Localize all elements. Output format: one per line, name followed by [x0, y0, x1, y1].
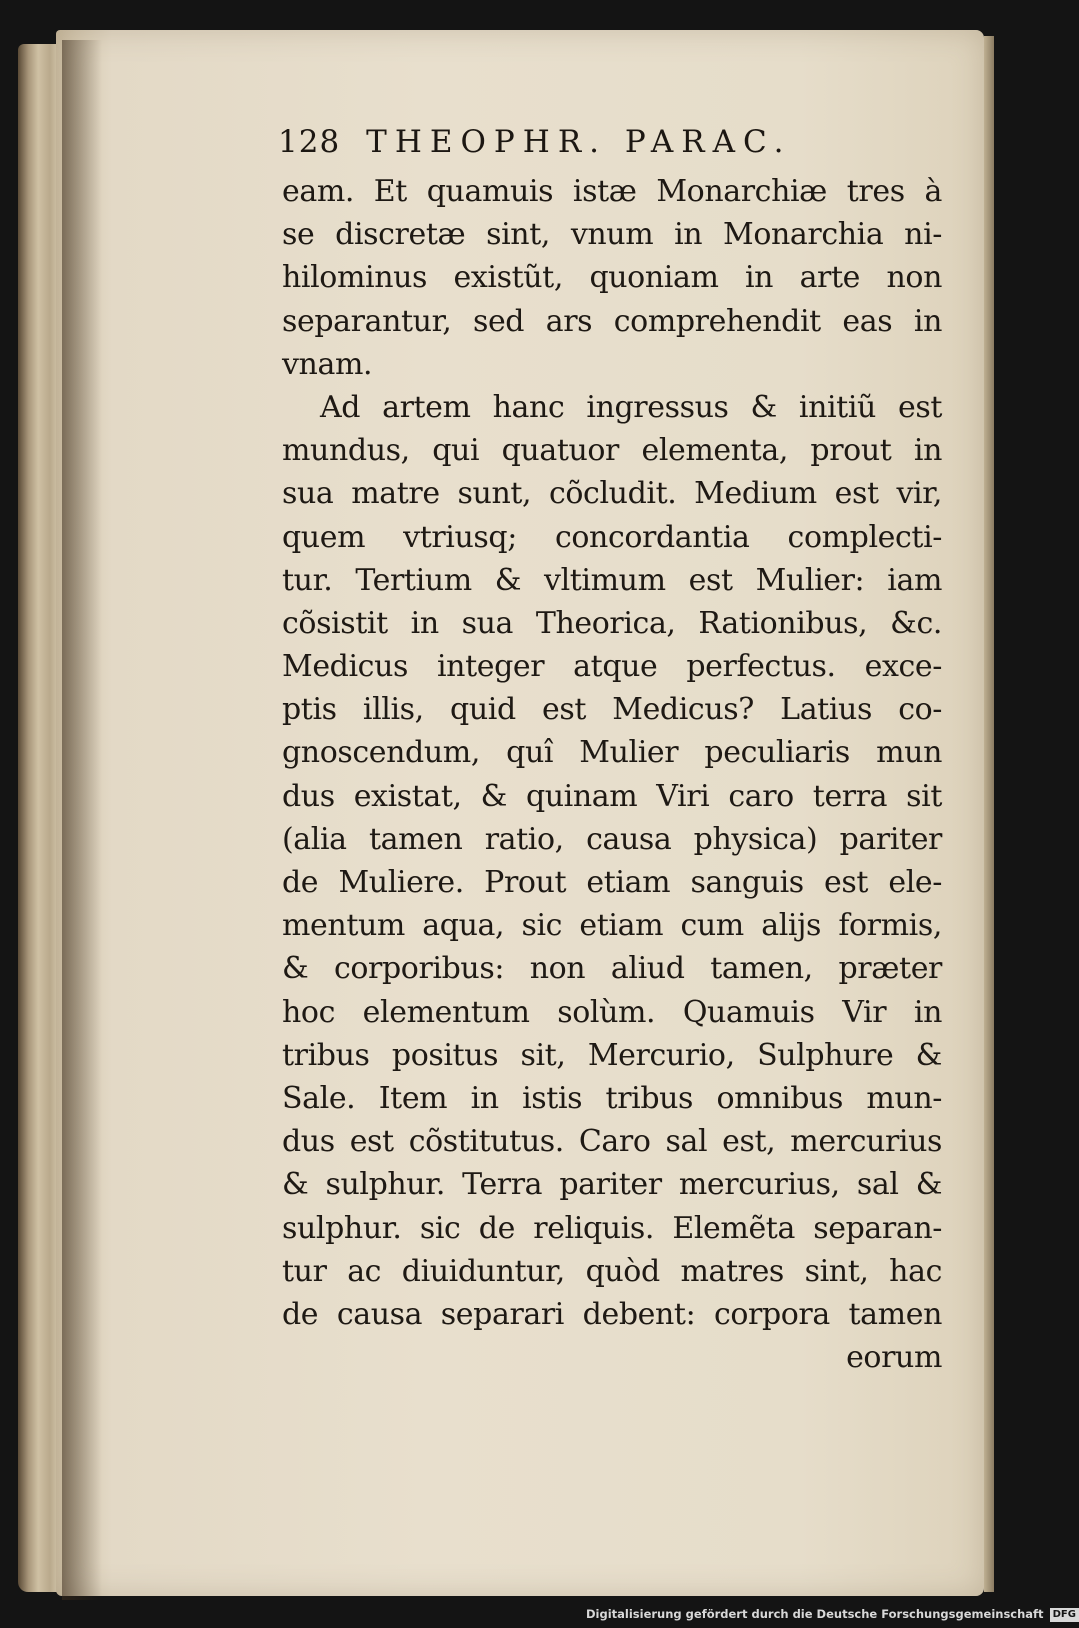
running-head [278, 124, 978, 170]
text-line: mundus, qui quatuor elementa, prout in [282, 433, 942, 469]
text-line: eam. Et quamuis istæ Monarchiæ tres à [282, 174, 942, 209]
text-line: se discretæ sint, vnum in Monarchia ni- [282, 217, 942, 253]
dfg-logo: DFG [1050, 1608, 1079, 1622]
text-line: cõsistit in sua Theorica, Rationibus, &c. [282, 605, 942, 641]
catchword: eorum [846, 1340, 942, 1376]
text-line: de causa separari debent: corpora tamen [282, 1296, 942, 1332]
text-line: ptis illis, quid est Medicus? Latius co- [282, 692, 942, 728]
text-line: tur ac diuiduntur, quòd matres sint, hac [282, 1253, 942, 1289]
text-line: gnoscendum, quî Mulier peculiaris mun [282, 735, 942, 771]
credit-text: Digitalisierung gefördert durch die Deutsche Forschungsgemeinschaft [586, 1607, 1044, 1621]
text-line: (alia tamen ratio, causa physica) pariter [282, 821, 942, 857]
text-line: & corporibus: non aliud tamen, præter [282, 951, 942, 987]
text-line: dus existat, & quinam Viri caro terra sit [282, 778, 942, 814]
text-line: dus est cõstitutus. Caro sal est, mercurius [282, 1124, 942, 1160]
text-line: & sulphur. Terra pariter mercurius, sal & [282, 1167, 942, 1203]
text-line: hoc elementum solùm. Quamuis Vir in [282, 994, 942, 1030]
text-line: sulphur. sic de reliquis. Elemẽta separan- [282, 1210, 942, 1246]
text-line: hilominus existũt, quoniam in arte non [282, 260, 942, 296]
text-line: Sale. Item in istis tribus omnibus mun- [282, 1080, 942, 1116]
spine-shadow [62, 40, 102, 1600]
book-right-edge [984, 36, 994, 1592]
body-text [282, 170, 942, 1376]
digitization-credit [586, 1604, 1076, 1624]
text-line: vnam. [282, 346, 373, 382]
text-line: separantur, sed ars comprehendit eas in [282, 303, 942, 339]
text-line: sua matre sunt, cõcludit. Medium est vir, [282, 476, 942, 512]
text-line: Ad artem hanc ingressus & initiũ est [320, 389, 942, 425]
text-line: tur. Tertium & vltimum est Mulier: iam [282, 562, 942, 598]
page-number: 128 [278, 124, 341, 160]
text-line: quem vtriusq; concordantia complecti- [282, 519, 942, 555]
text-line: mentum aqua, sic etiam cum alijs formis, [282, 908, 942, 944]
text-line: tribus positus sit, Mercurio, Sulphure & [282, 1037, 942, 1073]
text-line: de Muliere. Prout etiam sanguis est ele- [282, 865, 942, 900]
running-head-title: THEOPHR. PARAC. [366, 124, 792, 160]
text-line: Medicus integer atque perfectus. exce- [282, 649, 942, 685]
